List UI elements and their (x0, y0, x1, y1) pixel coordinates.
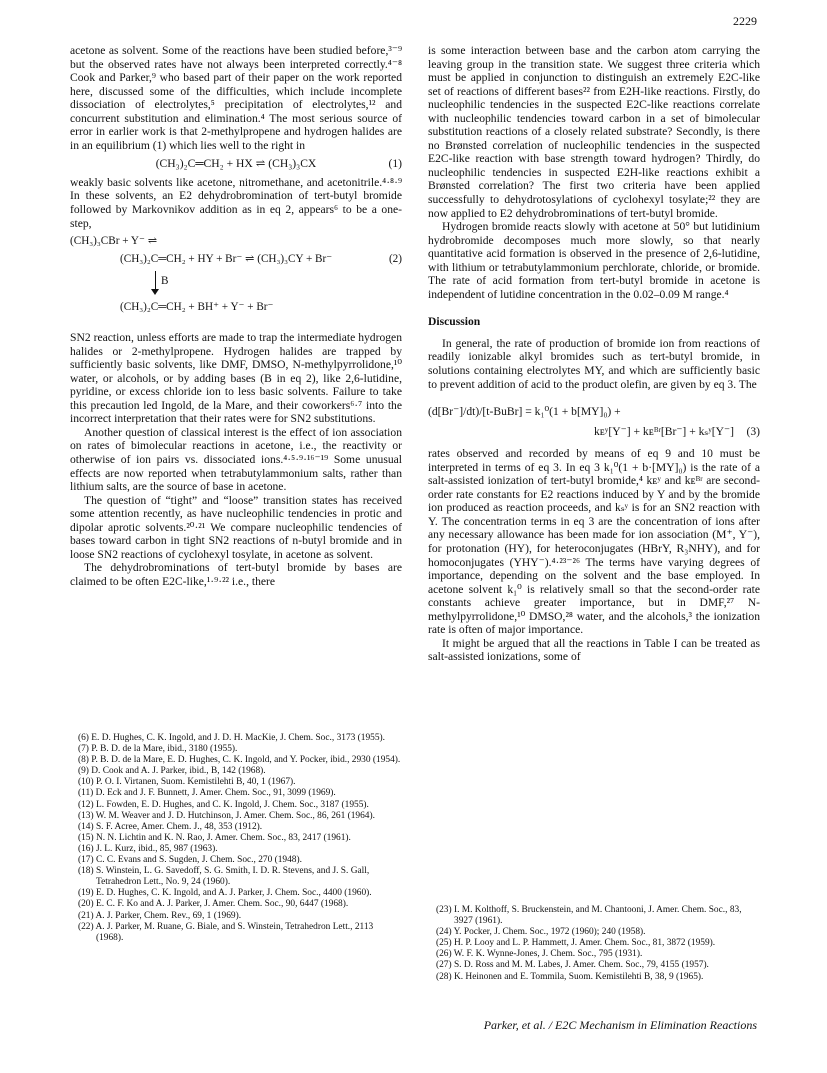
reference-item: (12) L. Fowden, E. D. Hughes, and C. K. Ingold, J. Chem. Soc., 3187 (1955). (78, 799, 369, 810)
reference-item: (23) I. M. Kolthoff, S. Bruckenstein, and M. Chantooni, J. Amer. Chem. Soc., 83, 3927 (1961). (436, 905, 742, 927)
reference-item: (6) E. D. Hughes, C. K. Ingold, and J. D. H. MacKie, J. Chem. Soc., 3173 (1955). (78, 733, 385, 743)
body-paragraph: Hydrogen bromide reacts slowly with acetone at 50° but lutidinium hydrobromide decomposes much more slowly, so that nearly quantitative acid formation is observed in the presence of 2,6-lutidine, with lithium or tetrabutylammonium perchlorate, chloride, or bromide. The rate of acid formation from tert-butyl bromide in acetone is independent of lutidine concentration in the 0.02–0.09 M range.⁴ (428, 220, 760, 301)
body-paragraph: rates observed and recorded by means of eq 9 and 10 must be interpreted in terms of eq 3. In eq 3 k₁⁰(1 + b·[MY]₀) is the rate of a salt-assisted ionization of tert-butyl bromide,⁴ kᴇʸ and kᴇᴮʳ are second-order rate constants for E2 reactions induced by Y and by the bromide ion produced as reaction proceeds, and kₛʸ is for an SN2 reaction with Y. The concentration terms in eq 3 are the concentration of ions after any necessary allowance has been made for ion association (M⁺, Y⁻), for protonation (HY), for heteroconjugates (HBrY, R₃NHY), and for homoconjugates (YHY⁻).⁴·²³⁻²⁶ The terms have varying degrees of importance, depending on the solvent and the base employed. In acetone solvent k₁⁰ is relatively small so that the second-order rate constants achieve greater importance, but in DMF,²⁷ N-methylpyrrolidone,¹⁰ DMSO,²⁸ water, and the alcohols,³ the ionization rate is often of major importance. (428, 447, 760, 637)
reference-item: (28) K. Heinonen and E. Tommila, Suom. Kemistilehti B, 38, 9 (1965). (436, 971, 704, 982)
reference-item: (10) P. O. I. Virtanen, Suom. Kemistilehti B, 40, 1 (1967). (78, 777, 296, 788)
reference-item: (13) W. M. Weaver and J. D. Hutchinson, J. Amer. Chem. Soc., 86, 261 (1964). (78, 810, 375, 821)
equation-3-line-1: (d[Br⁻]/dt)/[t-BuBr] = k₁⁰(1 + b[MY]₀) + (428, 405, 621, 419)
reference-item: (7) P. B. D. de la Mare, ibid., 3180 (1955). (78, 744, 238, 755)
scheme-line-2: (CH₃)₂C═CH₂ + HY + Br⁻ ⇌ (CH₃)₃CY + Br⁻ (120, 253, 333, 266)
scheme-line-3: (CH₃)₂C═CH₂ + BH⁺ + Y⁻ + Br⁻ (120, 301, 274, 314)
page-number: 2229 (733, 14, 757, 28)
scheme-line-1: (CH₃)₃CBr + Y⁻ ⇌ (70, 235, 158, 248)
body-paragraph: acetone as solvent. Some of the reactions have been studied before,³⁻⁹ but the observed rates have not always been interpreted correctly.⁴⁻⁸ Cook and Parker,⁹ who based part of their paper on the work reported here, discussed some of the difficulties, which include incomplete dissociation of electrolytes,⁵ precipitation of electrolytes,¹² and concurrent substitution and elimination.⁴ The most serious source of error in earlier work is that 2-methylpropene and hydrogen halides are in an equilibrium (1) which lies well to the right in (70, 44, 402, 152)
equation-1 (70, 157, 402, 171)
body-paragraph: weakly basic solvents like acetone, nitromethane, and acetonitrile.⁴·⁸·⁹ In these solvents, an E2 dehydrobromination of tert-butyl bromide followed by Markovnikov addition as in eq 2, appears⁶ to be a one-step, (70, 175, 402, 230)
reference-item: (22) A. J. Parker, M. Ruane, G. Biale, and S. Winstein, Tetrahedron Lett., 2113 (1968). (78, 921, 374, 943)
body-paragraph: is some interaction between base and the carbon atom carrying the leaving group in the transition state. We suggest three criteria which must be applied in conjunction to distinguish an extremely E2C-like set of reactions of different bases²² from E2H-like reactions. Firstly, do nucleophilic tendencies in the suspected E2C-like reactions correlate with nucleophilic tendencies toward carbon in a set of bimolecular substitution reactions of a closely related substrate? Secondly, is there no Brønsted correlation of nucleophilic tendencies in the suspected E2C-like reaction with base strength toward hydrogen? Thirdly, do nucleophilic tendencies in suspected E2H-like reactions exhibit a Brønsted correlation? The first two criteria have been applied successfully to dehydrotosylations of cyclohexyl tosylate;²² they are now applied to E2 dehydrobrominations of tert-butyl bromide. (428, 44, 760, 220)
references-right (428, 905, 760, 983)
running-footer: Parker, et al. / E2C Mechanism in Elimination Reactions (483, 1018, 757, 1032)
reference-item: (18) S. Winstein, L. G. Savedoff, S. G. Smith, I. D. R. Stevens, and J. S. Gall, Tetrahedron Lett., No. 9, 24 (1960). (78, 866, 370, 888)
equation-3-line-2: kᴇʸ[Y⁻] + kᴇᴮʳ[Br⁻] + kₛʸ[Y⁻] (593, 425, 734, 439)
body-paragraph: In general, the rate of production of bromide ion from reactions of readily ionizable alkyl bromides such as tert-butyl bromide, in solutions containing electrolytes MY, and which are sufficiently basic to prevent addition of acid to the product olefin, are given by eq 3. The (428, 336, 760, 391)
scheme-base-label: B (161, 275, 169, 288)
equation-1-number: (1) (388, 157, 402, 171)
reference-item: (21) A. J. Parker, Chem. Rev., 69, 1 (1969). (78, 910, 242, 921)
reference-item: (15) N. N. Lichtin and K. N. Rao, J. Amer. Chem. Soc., 83, 2417 (1961). (78, 832, 351, 843)
left-column (70, 44, 402, 589)
body-paragraph: Another question of classical interest is the effect of ion association on rates of bimolecular reactions in acetone, i.e., the reactivity or otherwise of ion pairs vs. dissociated ions.⁴·⁵·⁹·¹⁶⁻¹⁹ Some unusual effects are now reported when tetrabutylammonium salts, rather than lithium salts, are the source of base in acetone. (70, 425, 402, 494)
reference-item: (17) C. C. Evans and S. Sugden, J. Chem. Soc., 270 (1948). (78, 855, 302, 866)
reference-item: (19) E. D. Hughes, C. K. Ingold, and A. J. Parker, J. Chem. Soc., 4400 (1960). (78, 888, 372, 899)
reference-item: (8) P. B. D. de la Mare, E. D. Hughes, C. K. Ingold, and Y. Pocker, ibid., 2930 (1954). (78, 755, 401, 766)
body-paragraph: It might be argued that all the reactions in Table I can be treated as salt-assisted ionizations, some of (428, 636, 760, 664)
reference-item: (27) S. D. Ross and M. M. Labes, J. Amer. Chem. Soc., 79, 4155 (1957). (436, 960, 709, 971)
equation-3 (428, 391, 760, 447)
equation-3-number: (3) (746, 425, 760, 439)
scheme-number: (2) (388, 253, 402, 266)
reaction-scheme-2 (70, 233, 402, 325)
equation-1-text: (CH₃)₂C═CH₂ + HX ⇌ (CH₃)₃CX (155, 157, 317, 171)
reference-item: (11) D. Eck and J. F. Bunnett, J. Amer. Chem. Soc., 91, 3099 (1969). (78, 788, 336, 799)
reference-item: (24) Y. Pocker, J. Chem. Soc., 1972 (1960); 240 (1958). (436, 927, 646, 938)
right-column (428, 44, 760, 664)
reference-item: (14) S. F. Acree, Amer. Chem. J., 48, 353 (1912). (78, 821, 263, 832)
reference-item: (25) H. P. Looy and L. P. Hammett, J. Amer. Chem. Soc., 81, 3872 (1959). (436, 938, 716, 949)
down-arrow-icon (155, 271, 156, 291)
reference-item: (20) E. C. F. Ko and A. J. Parker, J. Amer. Chem. Soc., 90, 6447 (1968). (78, 899, 349, 910)
section-heading: Discussion (428, 315, 481, 329)
reference-item: (9) D. Cook and A. J. Parker, ibid., B, 142 (1968). (78, 766, 266, 777)
body-paragraph: The dehydrobrominations of tert-butyl bromide by bases are claimed to be often E2C-like,¹·⁹·²² i.e., there (70, 561, 402, 588)
references-left (70, 733, 402, 944)
reference-item: (26) W. F. K. Wynne-Jones, J. Chem. Soc., 795 (1931). (436, 949, 643, 960)
reference-item: (16) J. L. Kurz, ibid., 85, 987 (1963). (78, 843, 218, 854)
body-paragraph: The question of “tight” and “loose” transition states has received some attention recently, as have nucleophilic tendencies in protic and dipolar aprotic solvents.²⁰·²¹ We compare nucleophilic tendencies of bases toward carbon in tight SN2 reactions of n-butyl bromide and in loose SN2 reactions of cyclohexyl tosylate, in acetone as solvent. (70, 493, 402, 561)
arrow-head-icon (151, 289, 159, 295)
body-paragraph: SN2 reaction, unless efforts are made to trap the intermediate hydrogen halides or 2-methylpropene. Hydrogen halides are trapped by sufficiently basic solvents, like DMF, DMSO, N-methylpyrrolidone,¹⁰ water, or alcohols, or by adding bases (B in eq 2), like 2,6-lutidine, pyridine, or excess chloride ion to less basic solvents. Failure to take this precaution led Ingold, de la Mare, and their coworkers⁶·⁷ into the incorrect interpretation that their rates were for SN2 substitutions. (70, 331, 402, 426)
